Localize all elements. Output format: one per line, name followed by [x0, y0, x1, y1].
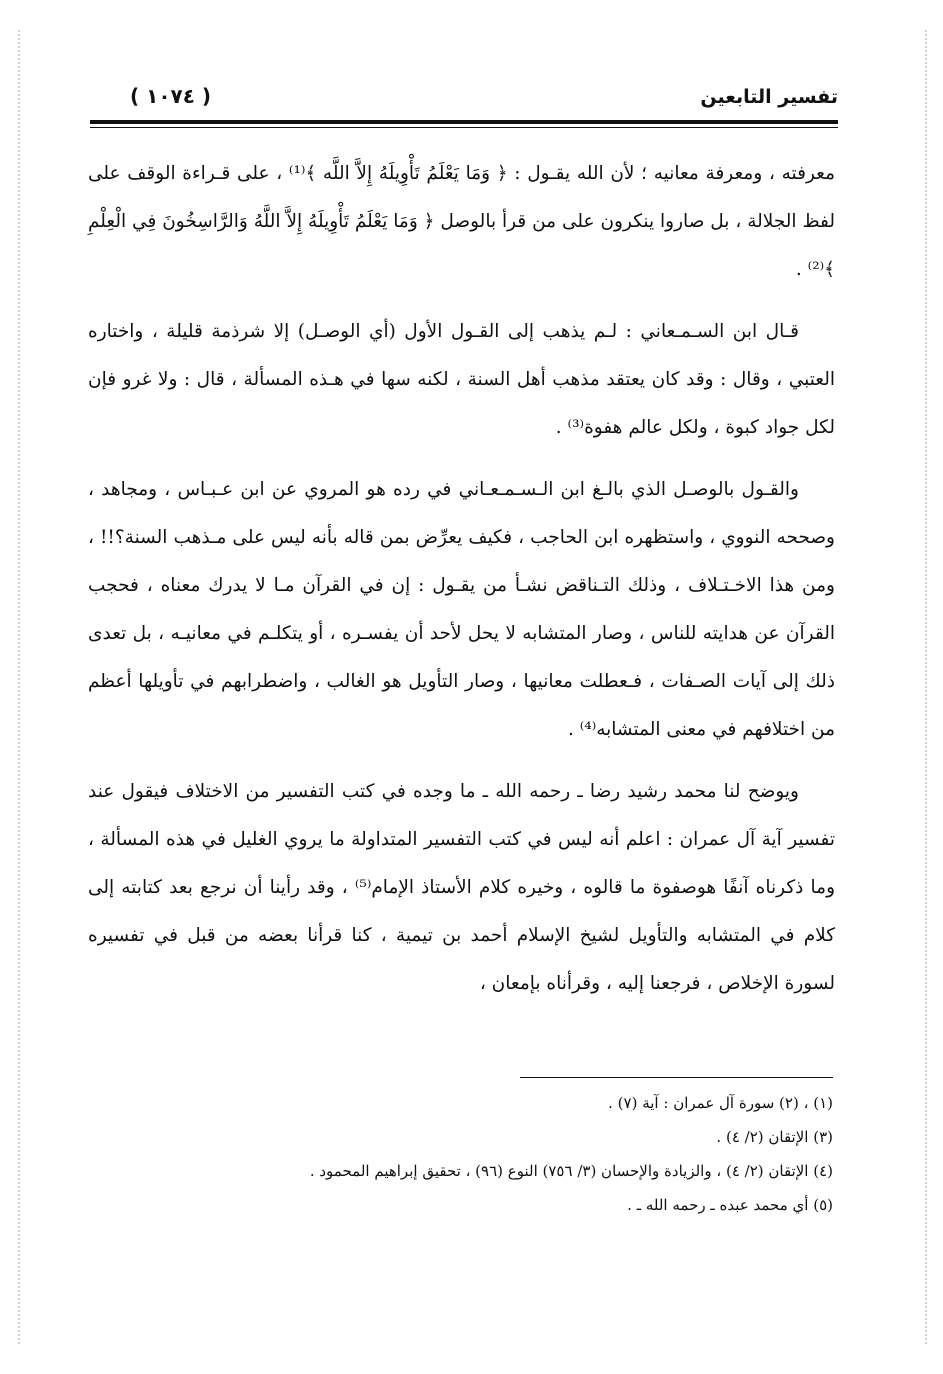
scan-edge-right — [925, 30, 927, 1344]
paragraph-4: ويوضح لنا محمد رشيد رضا ـ رحمه الله ـ ما وجده في كتب التفسير من الاختلاف فيقول عند تفسير آية آل عمران : اعلم أنه ليس في كتب التفسير المتداولة ما يروي الغليل في هذه المسألة ، وما ذكرناه آنفًا هوصفوة ما قالوه ، وخيره كلام الأستاذ الإمام⁽⁵⁾ ، وقد رأينا أن نرجع بعد كتابته إلى كلام في المتشابه والتأويل لشيخ الإسلام أحمد بن تيمية ، كنا قرأنا بعضه من قبل في تفسيره لسورة الإخلاص ، فرجعنا إليه ، وقرأناه بإمعان ، — [88, 781, 835, 994]
paragraph-2: قـال ابن السـمـعاني : لـم يذهب إلى القـول الأول (أي الوصـل) إلا شرذمة قليلة ، واختاره العتبي ، وقال : وقد كان يعتقد مذهب أهل السنة ، لكنه سها في هـذه المسألة ، قال : ولا غرو فإن لكل جواد كبوة ، ولكل عالم هفوة⁽³⁾ . — [88, 321, 835, 438]
footnote-separator — [520, 1077, 833, 1078]
book-title: تفسير التابعين — [700, 86, 838, 108]
page-number: ( ١٠٧٤ ) — [130, 84, 212, 108]
footnotes — [88, 1086, 833, 1222]
footnote-4: (٤) الإتقان (٢/ ٤) ، والزيادة والإحسان (٣/ ٧٥٦) النوع (٩٦) ، تحقيق إبراهيم المحمود . — [309, 1162, 833, 1180]
scan-edge-left — [18, 30, 20, 1344]
header-rule-thin — [90, 127, 838, 128]
paragraph-3: والقـول بالوصـل الذي بالـغ ابن الـسـمـعـاني في رده هو المروي عن ابن عـبـاس ، ومجاهد ، وصححه النووي ، واستظهره ابن الحاجب ، فكيف يعرِّض بمن قاله بأنه ليس على مـذهب السنة؟!! ، ومن هذا الاخـتـلاف ، وذلك التـناقض نشـأ من يقـول : إن في القرآن مـا لا يدرك معناه ، فحجب القرآن عن هدايته للناس ، وصار المتشابه لا يحل لأحد أن يفسـره ، أو يتكلـم في معانيـه ، بل تعدى ذلك إلى آيات الصـفات ، فـعطلت معانيها ، وصار التأويل هو الغالب ، واضطرابهم في تأويلها أعظم من اختلافهم في معنى المتشابه⁽⁴⁾ . — [88, 479, 835, 740]
footnote-3: (٣) الإتقان (٢/ ٤) . — [716, 1128, 833, 1146]
main-text — [88, 150, 835, 1022]
header-rule-thick — [90, 120, 838, 124]
footnote-5: (٥) أي محمد عبده ـ رحمه الله ـ . — [627, 1196, 833, 1214]
page-header — [90, 86, 838, 116]
footnote-1-2: (١) ، (٢) سورة آل عمران : آية (٧) . — [608, 1094, 833, 1112]
paragraph-1: معرفته ، ومعرفة معانيه ؛ لأن الله يقـول : ﴿ وَمَا يَعْلَمُ تَأْوِيلَهُ إِلاَّ اللَّه ﴾⁽¹⁾ ، على قـراءة الوقف على لفظ الجلالة ، بل صاروا ينكرون على من قرأ بالوصل ﴿ وَمَا يَعْلَمُ تَأْوِيلَهُ إِلاَّ اللَّهُ وَالرَّاسِخُونَ فِي الْعِلْمِ ﴾⁽²⁾ . — [88, 163, 835, 280]
